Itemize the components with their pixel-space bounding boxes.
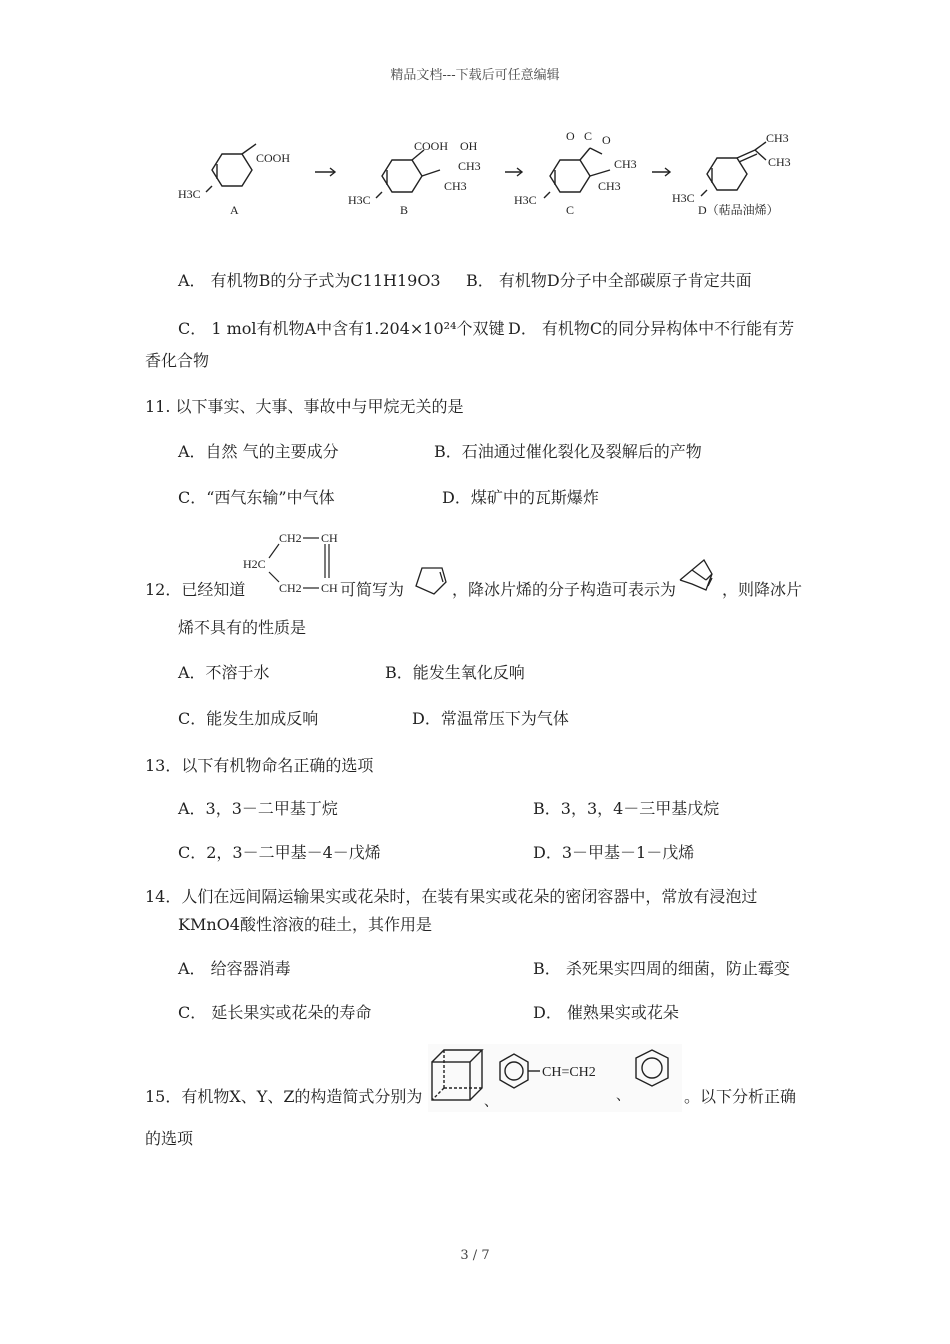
h3c-label-d: H3C <box>672 191 695 205</box>
q10-option-c: C． 1 mol有机物A中含有1.204×10²⁴个双键 <box>178 319 505 338</box>
q13-stem: 13．以下有机物命名正确的选项 <box>145 756 374 775</box>
q12-tail: ，降冰片烯的分子构造可表示为 <box>452 580 677 599</box>
q12-line2: 烯不具有的性质是 <box>178 618 307 637</box>
cyclopentene-formula <box>243 528 343 594</box>
formula-h2c: H2C <box>243 557 266 571</box>
q11-option-c: C．“西气东输”中气体 <box>178 488 335 507</box>
h3c-label-b: H3C <box>348 193 371 207</box>
q10-option-d-cont: 香化合物 <box>145 351 210 370</box>
q12-end: ，则降冰片 <box>722 580 803 599</box>
norbornene-skeleton-icon <box>676 556 720 596</box>
q13-option-a: A．3，3－二甲基丁烷 <box>178 799 338 818</box>
q14-option-a: A． 给容器消毒 <box>178 959 291 978</box>
h3c-label-c: H3C <box>514 193 537 207</box>
q14-stem: 14．人们在远间隔运输果实或花朵时，在装有果实或花朵的密闭容器中，常放有浸泡过 <box>145 887 758 906</box>
q15-line2: 的选项 <box>145 1129 194 1148</box>
label-a: A <box>230 203 239 217</box>
q14-stem-line2: KMnO4酸性溶液的硅土，其作用是 <box>178 915 432 934</box>
q12-option-a: A．不溶于水 <box>178 663 270 682</box>
q13-option-c: C．2，3－二甲基－4－戊烯 <box>178 843 381 862</box>
h3c-label-a: H3C <box>178 187 201 201</box>
formula-ch-top: CH <box>321 531 338 545</box>
svg-text:、: 、 <box>616 1089 630 1104</box>
page-footer: 3 / 7 <box>460 1248 490 1263</box>
q14-option-d: D． 催熟果实或花朵 <box>533 1003 679 1022</box>
q11-option-a: A．自然 气的主要成分 <box>178 442 339 461</box>
q10-option-d: D． 有机物C的同分异构体中不行能有芳 <box>508 319 795 338</box>
q12-option-d: D．常温常压下为气体 <box>412 709 569 728</box>
o-label-c2: O <box>602 133 611 147</box>
cooh-label-b: COOH <box>414 139 449 153</box>
q13-option-b: B．3，3，4－三甲基戊烷 <box>533 799 720 818</box>
page-header: 精品文档---下载后可任意编辑 <box>390 68 560 83</box>
q10-option-b: B． 有机物D分子中全部碳原子肯定共面 <box>466 271 752 290</box>
formula-ch2-bottom: CH2 <box>279 581 302 594</box>
q11-option-d: D．煤矿中的瓦斯爆炸 <box>442 488 599 507</box>
vinyl-group-label: CH=CH2 <box>542 1065 596 1080</box>
q12-option-c: C．能发生加成反响 <box>178 709 319 728</box>
q13-option-d: D．3－甲基－1－戊烯 <box>533 843 695 862</box>
q14-option-b: B． 杀死果实四周的细菌，防止霉变 <box>533 959 790 978</box>
ch3-label-b2: CH3 <box>444 179 467 193</box>
cooh-label-a: COOH <box>256 151 291 165</box>
o-label-c1: O <box>566 129 575 143</box>
ch3-label-b1: CH3 <box>458 159 481 173</box>
label-c: C <box>566 203 575 217</box>
svg-text:、: 、 <box>484 1095 498 1110</box>
q12-mid: 可简写为 <box>340 580 405 599</box>
c-label-c: C <box>584 129 593 143</box>
q15-tail: 。以下分析正确 <box>684 1087 797 1106</box>
q10-option-a: A． 有机物B的分子式为C11H19O3 <box>178 271 441 290</box>
q12-prefix: 12．已经知道 <box>145 580 246 599</box>
ch3-label-c1: CH3 <box>614 157 637 171</box>
q11-option-b: B．石油通过催化裂化及裂解后的产物 <box>434 442 702 461</box>
cyclopentene-skeleton-icon <box>406 566 450 596</box>
formula-ch2-top: CH2 <box>279 531 302 545</box>
q11-stem: 11. 以下事实、大事、事故中与甲烷无关的是 <box>145 397 464 416</box>
formula-ch-bottom: CH <box>321 581 338 594</box>
q14-option-c: C． 延长果实或花朵的寿命 <box>178 1003 372 1022</box>
xyz-structures <box>428 1044 682 1112</box>
ch3-label-c2: CH3 <box>598 179 621 193</box>
label-b: B <box>400 203 409 217</box>
q12-option-b: B．能发生氧化反响 <box>385 663 525 682</box>
ch3-label-d2: CH3 <box>768 155 791 169</box>
reaction-scheme <box>170 122 820 232</box>
label-d: D（萜品油烯） <box>698 203 779 217</box>
ch3-label-d1: CH3 <box>766 131 789 145</box>
oh-label-b: OH <box>460 139 478 153</box>
q15-stem: 15．有机物X、Y、Z的构造简式分别为 <box>145 1087 423 1106</box>
